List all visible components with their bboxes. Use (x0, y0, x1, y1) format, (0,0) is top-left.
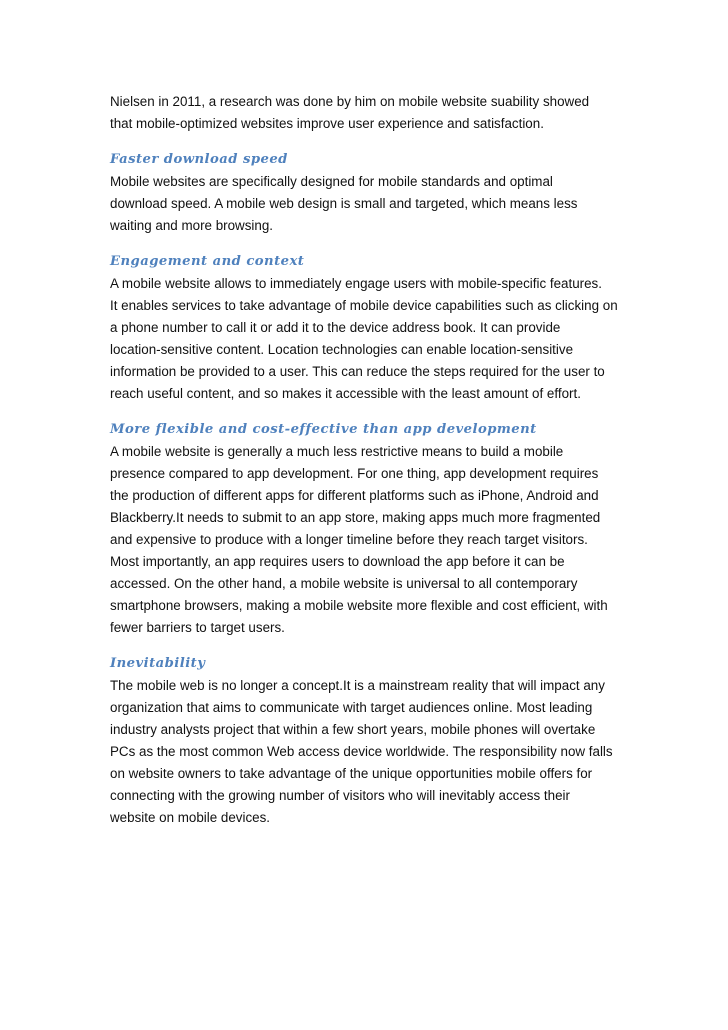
text-line: smartphone browsers, making a mobile website more flexible and cost efficient, with (110, 598, 608, 613)
text-line: and expensive to produce with a longer timeline before they reach target visitors. (110, 532, 588, 547)
text-line: reach useful content, and so makes it accessible with the least amount of effort. (110, 386, 581, 401)
section-paragraph-engagement (110, 273, 622, 405)
text-line: location-sensitive content. Location technologies can enable location-sensitive (110, 342, 574, 357)
text-line: Blackberry.It needs to submit to an app store, making apps much more fragmented (110, 510, 601, 525)
text-line: Nielsen in 2011, a research was done by him on mobile website suability showed (110, 94, 590, 109)
text-line: download speed. A mobile web design is small and targeted, which means less (110, 196, 578, 211)
text-line: It enables services to take advantage of mobile device capabilities such as clicking on (110, 298, 618, 313)
section-heading-inevitability: Inevitability (110, 656, 206, 671)
section-heading-flexible: More flexible and cost-effective than app development (110, 422, 537, 437)
text-line: The mobile web is no longer a concept.It is a mainstream reality that will impact any (110, 678, 605, 693)
text-line: Mobile websites are specifically designed for mobile standards and optimal (110, 174, 553, 189)
text-line: Most importantly, an app requires users to download the app before it can be (110, 554, 565, 569)
intro-paragraph (110, 91, 622, 135)
text-line: A mobile website is generally a much less restrictive means to build a mobile (110, 444, 564, 459)
text-line: the production of different apps for different platforms such as iPhone, Android and (110, 488, 599, 503)
section-paragraph-flexible (110, 441, 622, 639)
text-line: fewer barriers to target users. (110, 620, 285, 635)
section-paragraph-faster-download (110, 171, 622, 237)
text-line: website on mobile devices. (110, 810, 271, 825)
text-line: information be provided to a user. This can reduce the steps required for the user to (110, 364, 605, 379)
document-page (110, 91, 622, 829)
section-heading-engagement: Engagement and context (110, 254, 305, 269)
text-line: PCs as the most common Web access device worldwide. The responsibility now falls (110, 744, 613, 759)
text-line: A mobile website allows to immediately engage users with mobile-specific features. (110, 276, 602, 291)
text-line: on website owners to take advantage of the unique opportunities mobile offers for (110, 766, 593, 781)
text-line: presence compared to app development. For one thing, app development requires (110, 466, 599, 481)
text-line: accessed. On the other hand, a mobile website is universal to all contemporary (110, 576, 578, 591)
text-line: connecting with the growing number of visitors who will inevitably access their (110, 788, 570, 803)
section-heading-faster-download: Faster download speed (110, 152, 288, 167)
text-line: that mobile-optimized websites improve user experience and satisfaction. (110, 116, 544, 131)
section-paragraph-inevitability (110, 675, 622, 829)
text-line: industry analysts project that within a few short years, mobile phones will overtake (110, 722, 596, 737)
text-line: a phone number to call it or add it to the device address book. It can provide (110, 320, 561, 335)
text-line: organization that aims to communicate with target audiences online. Most leading (110, 700, 593, 715)
text-line: waiting and more browsing. (110, 218, 274, 233)
